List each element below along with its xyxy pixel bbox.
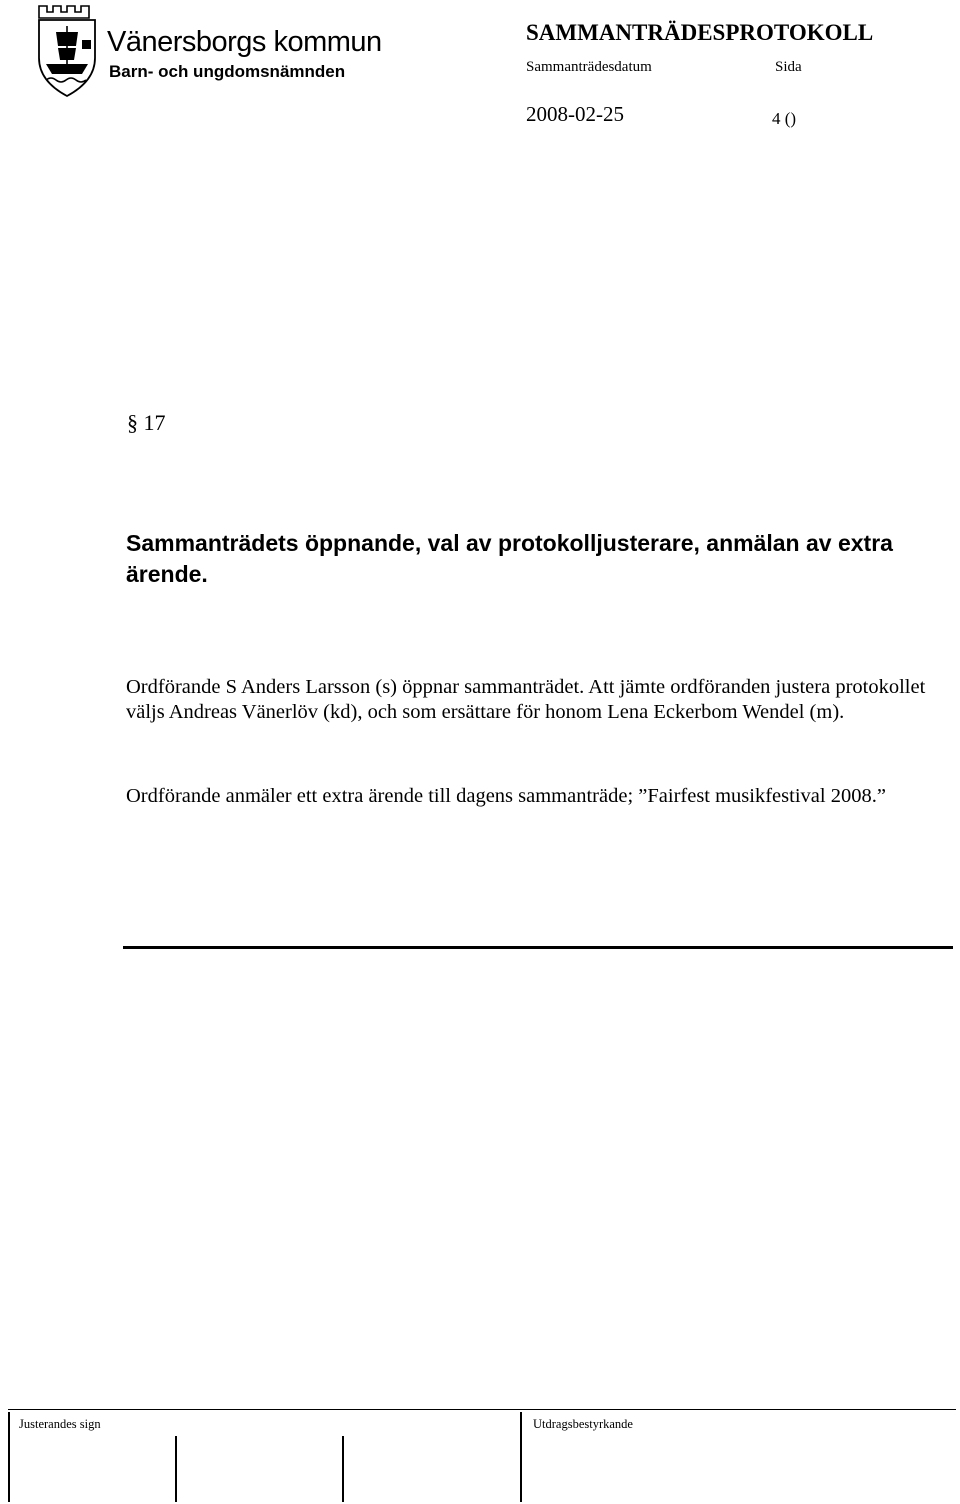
meeting-date-label: Sammanträdesdatum: [526, 59, 652, 75]
paragraph-extra-item: Ordförande anmäler ett extra ärende till dagens sammanträde; ”Fairfest musikfestival 2008.”: [126, 785, 886, 807]
item-heading: Sammanträdets öppnande, val av protokolljusterare, anmälan av extra ärende.: [126, 530, 893, 587]
section-number: § 17: [127, 410, 166, 435]
footer-column-divider: [8, 1412, 10, 1502]
org-name: Vänersborgs kommun: [107, 26, 382, 58]
department-name: Barn- och ungdomsnämnden: [109, 62, 346, 81]
municipal-crest-icon: [36, 2, 98, 98]
end-of-item-divider: [123, 946, 953, 949]
extract-certification-label: Utdragsbestyrkande: [533, 1417, 633, 1431]
footer-divider: [8, 1409, 956, 1410]
footer-column-divider: [520, 1412, 522, 1502]
page-label: Sida: [775, 59, 802, 75]
page-number-value: 4 (): [772, 109, 797, 128]
document-type-title: SAMMANTRÄDESPROTOKOLL: [526, 20, 874, 45]
footer-column-divider: [342, 1436, 344, 1502]
meeting-date-value: 2008-02-25: [526, 102, 624, 126]
footer-column-divider: [175, 1436, 177, 1502]
signature-field-label: Justerandes sign: [19, 1417, 101, 1431]
paragraph-opening: Ordförande S Anders Larsson (s) öppnar sammanträdet. Att jämte ordföranden justera protokollet väljs Andreas Vänerlöv (kd), och som ersättare för honom Lena Eckerbom Wendel (m).: [126, 676, 926, 723]
